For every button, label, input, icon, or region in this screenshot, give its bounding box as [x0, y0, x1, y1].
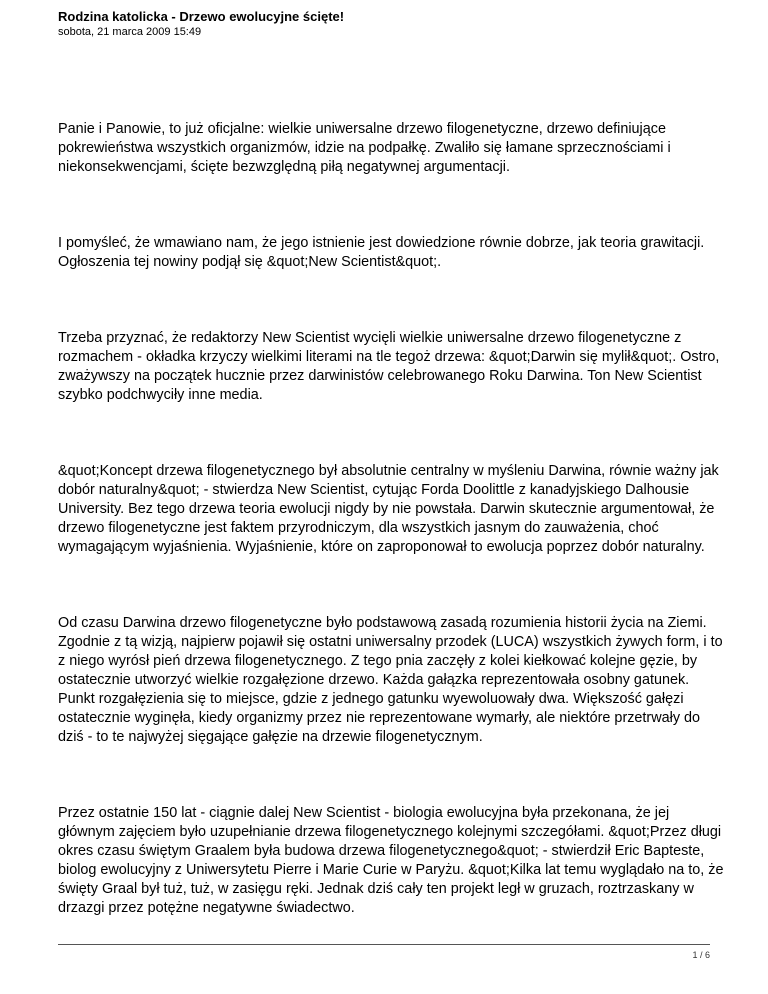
- document-header: [58, 9, 344, 39]
- page-number: 1 / 6: [692, 950, 710, 960]
- article-body: [58, 120, 728, 918]
- paragraph: I pomyśleć, że wmawiano nam, że jego istnienie jest dowiedzione równie dobrze, jak teoria grawitacji. Ogłoszenia tej nowiny podjął się &quot;New Scientist&quot;.: [58, 235, 705, 270]
- paragraph: Od czasu Darwina drzewo filogenetyczne było podstawową zasadą rozumienia historii życia na Ziemi. Zgodnie z tą wizją, najpierw pojawił się ostatni uniwersalny przodek (LUCA) wszystkich żywych form, i to z niego wyrósł pień drzewa filogenetycznego. Z tego pnia zaczęły z kolei kiełkować kolejne gęzie, by ostatecznie utworzyć wielkie rozgałęzione drzewo. Każda gałązka reprezentowała osobny gatunek. Punkt rozgałęzienia się to miejsce, gdzie z jednego gatunku wyewoluowały dwa. Większość gałęzi ostatecznie wyginęła, kiedy organizmy przez nie reprezentowane wymarły, ale niektóre przetrwały do dziś - to te najwyżej sięgające gałęzie na drzewie filogenetycznym.: [58, 615, 723, 745]
- paragraph: Trzeba przyznać, że redaktorzy New Scientist wycięli wielkie uniwersalne drzewo filogenetyczne z rozmachem - okładka krzyczy wielkimi literami na tle tegoż drzewa: &quot;Darwin się mylił&quot;. Ostro, zważywszy na początek hucznie przez darwinistów celebrowanego Roku Darwina. Ton New Scientist szybko podchwyciły inne media.: [58, 330, 720, 403]
- paragraph: Panie i Panowie, to już oficjalne: wielkie uniwersalne drzewo filogenetyczne, drzewo definiujące pokrewieństwa wszystkich organizmów, idzie na podpałkę. Zwaliło się łamane sprzecznościami i niekonsekwencjami, ścięte bezwzględną piłą negatywnej argumentacji.: [58, 121, 671, 175]
- paragraph: Przez ostatnie 150 lat - ciągnie dalej New Scientist - biologia ewolucyjna była przekonana, że jej głównym zajęciem było uzupełnianie drzewa filogenetycznego kolejnymi szczegółami. &quot;Przez długi okres czasu świętym Graalem była budowa drzewa filogenetycznego&quot; - stwierdził Eric Bapteste, biolog ewolucyjny z Uniwersytetu Pierre i Marie Curie w Paryżu. &quot;Kilka lat temu wyglądało na to, że święty Graal był tuż, tuż, w zasięgu ręki. Jednak dziś cały ten projekt legł w gruzach, roztrzaskany w drzazgi przez potężne negatywne świadectwo.: [58, 805, 724, 916]
- footer-divider: [58, 944, 710, 945]
- document-title: Rodzina katolicka - Drzewo ewolucyjne ścięte!: [58, 9, 345, 24]
- paragraph: &quot;Koncept drzewa filogenetycznego był absolutnie centralny w myśleniu Darwina, równie ważny jak dobór naturalny&quot; - stwierdza New Scientist, cytując Forda Doolittle z kanadyjskiego Dalhousie University. Bez tego drzewa teoria ewolucji nigdy by nie powstała. Darwin skutecznie argumentował, że drzewo filogenetyczne jest faktem przyrodniczym, dla wszystkich jasnym do zauważenia, choć wymagającym wyjaśnienia. Wyjaśnienie, które on zaproponował to ewolucja poprzez dobór naturalny.: [58, 463, 719, 555]
- document-date: sobota, 21 marca 2009 15:49: [58, 26, 202, 38]
